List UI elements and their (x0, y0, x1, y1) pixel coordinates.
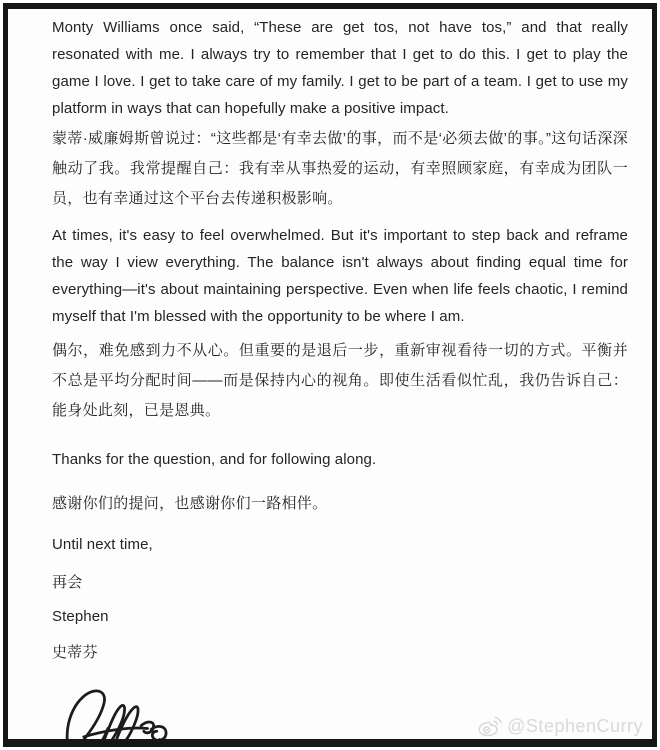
letter-body (8, 9, 652, 747)
paragraph-english-quote: Monty Williams once said, “These are get tos, not have tos,” and that really resonated with me. I always try to remember that I get to do this. I get to play the game I love. I get to take care of my family. I get to be part of a team. I get to use my platform in ways that can hopefully make a positive impact. (52, 19, 628, 117)
weibo-watermark (477, 715, 643, 737)
line-zaihui: 再会 (52, 574, 83, 591)
line-until-next-time: Until next time, (52, 536, 153, 553)
paragraph-english-perspective: At times, it's easy to feel overwhelmed. But it's important to step back and reframe the way I view everything. The balance isn't always about finding equal time for everything—it's about maintaining perspective. Even when life feels chaotic, I remind myself that I'm blessed with the opportunity to be where I am. (52, 227, 628, 325)
letter-page (3, 3, 657, 747)
line-shidifen: 史蒂芬 (52, 644, 98, 661)
watermark-handle: @StephenCurry (507, 715, 643, 736)
weibo-icon (477, 715, 503, 737)
line-chinese-thanks: 感谢你们的提问，也感谢你们一路相伴。 (52, 495, 328, 512)
paragraph-chinese-quote: 蒙蒂·威廉姆斯曾说过：“这些都是‘有幸去做’的事，而不是‘必须去做’的事。”这句话深深触动了我。我常提醒自己：我有幸从事热爱的运动，有幸照顾家庭，有幸成为团队一员，也有幸通过这个平台去传递积极影响。 (52, 130, 628, 207)
handwritten-signature (58, 682, 178, 747)
line-stephen: Stephen (52, 608, 109, 625)
signature-icon (58, 682, 178, 747)
line-english-thanks: Thanks for the question, and for following along. (52, 451, 377, 468)
paragraph-chinese-perspective: 偶尔，难免感到力不从心。但重要的是退后一步，重新审视看待一切的方式。平衡并不总是平均分配时间——而是保持内心的视角。即使生活看似忙乱，我仍告诉自己：能身处此刻，已是恩典。 (52, 342, 628, 419)
